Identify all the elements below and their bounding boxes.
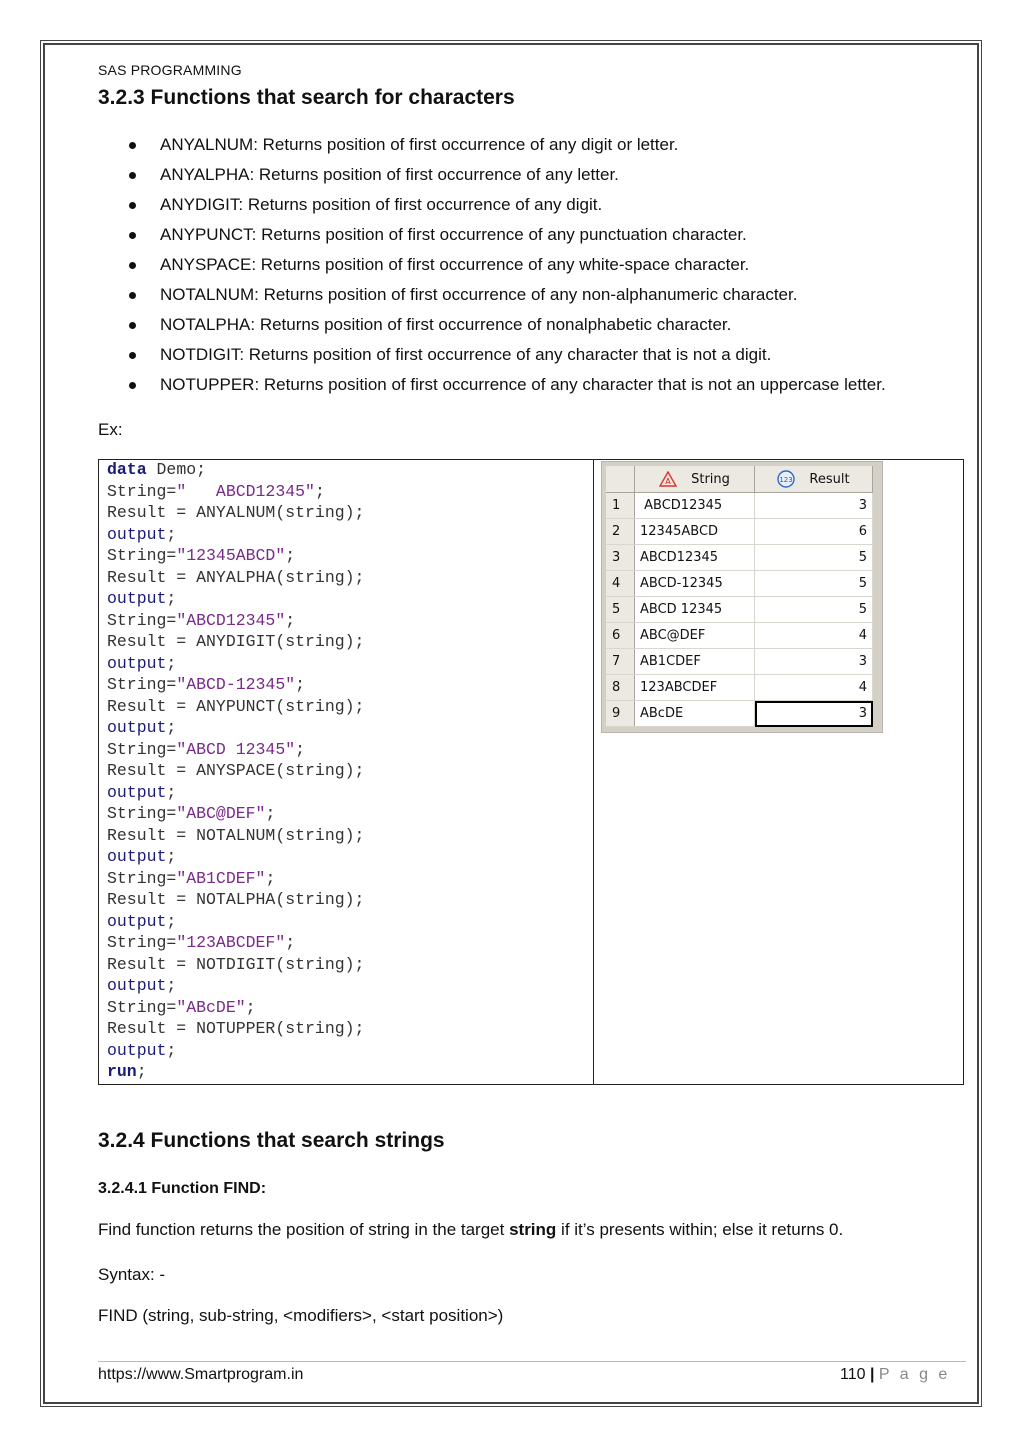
- page-number: 110: [840, 1366, 866, 1383]
- code-keyword-output: output: [107, 718, 167, 737]
- code-keyword-data: data: [107, 460, 147, 479]
- code-string-literal: " ABCD12345": [176, 481, 315, 501]
- code-string-literal: "ABcDE": [176, 997, 246, 1017]
- code-keyword-output: output: [107, 782, 167, 802]
- find-desc-part1: Find function returns the position of string in the target: [98, 1220, 510, 1239]
- sas-code-block: [107, 459, 364, 1083]
- code-assign: String=: [107, 675, 177, 694]
- result-cell[interactable]: 3: [755, 649, 873, 675]
- footer-rule: [98, 1361, 966, 1362]
- result-cell[interactable]: 3: [755, 493, 873, 519]
- column-header-string[interactable]: [635, 466, 755, 493]
- syntax-label: Syntax: -: [98, 1265, 166, 1284]
- table-row[interactable]: [606, 597, 873, 623]
- row-number-cell[interactable]: 8: [606, 675, 635, 701]
- code-assign: String=: [107, 868, 177, 888]
- string-cell[interactable]: ABCD-12345: [635, 571, 755, 597]
- code-result-line: Result = NOTALNUM(string);: [107, 825, 365, 845]
- code-keyword-output: output: [107, 1040, 167, 1060]
- table-row[interactable]: [606, 701, 873, 727]
- row-number-cell[interactable]: 7: [606, 649, 635, 675]
- code-string-literal: "ABCD12345": [176, 610, 286, 630]
- list-item: NOTALPHA: Returns position of first occurrence of nonalphabetic character.: [124, 312, 886, 342]
- code-semicolon: ;: [285, 933, 296, 952]
- page-separator: |: [869, 1366, 875, 1383]
- table-row[interactable]: [606, 545, 873, 571]
- svg-text:A: A: [665, 477, 671, 486]
- result-table-panel: [601, 461, 883, 733]
- code-string-literal: "123ABCDEF": [176, 933, 286, 952]
- syntax-text: FIND (string, sub-string, <modifiers>, <start position>): [98, 1306, 504, 1325]
- row-number-header: [606, 466, 635, 493]
- code-result-line: Result = NOTUPPER(string);: [107, 1019, 365, 1038]
- row-number-cell[interactable]: 9: [606, 701, 635, 727]
- code-assign: String=: [107, 804, 177, 823]
- list-item: NOTALNUM: Returns position of first occurrence of any non-alphanumeric character.: [124, 282, 886, 312]
- string-cell[interactable]: ABCD 12345: [635, 597, 755, 623]
- numeric-column-icon: [777, 470, 795, 488]
- code-assign: String=: [107, 997, 177, 1017]
- code-result-line: Result = NOTDIGIT(string);: [107, 954, 365, 974]
- code-semicolon: ;: [166, 718, 177, 737]
- code-string-literal: "12345ABCD": [176, 546, 286, 565]
- result-cell[interactable]: 4: [755, 623, 873, 649]
- code-result-line: Result = ANYALPHA(string);: [107, 567, 365, 587]
- code-semicolon: ;: [166, 653, 177, 673]
- code-assign: String=: [107, 546, 177, 565]
- string-cell[interactable]: ABCD12345: [635, 493, 755, 519]
- code-semicolon: ;: [265, 868, 276, 888]
- column-header-string-label: String: [691, 471, 730, 487]
- code-string-literal: "ABCD 12345": [176, 739, 296, 759]
- footer-url[interactable]: https://www.Smartprogram.in: [98, 1366, 304, 1383]
- string-cell[interactable]: 123ABCDEF: [635, 675, 755, 701]
- code-keyword-output: output: [107, 524, 167, 544]
- table-row[interactable]: [606, 649, 873, 675]
- character-column-icon: [659, 471, 677, 487]
- code-semicolon: ;: [265, 804, 276, 823]
- list-item: NOTDIGIT: Returns position of first occurrence of any character that is not a digit.: [124, 342, 886, 372]
- table-row[interactable]: [606, 571, 873, 597]
- result-cell[interactable]: 5: [755, 571, 873, 597]
- page-word: P a g e: [878, 1366, 951, 1383]
- code-result-line: Result = ANYPUNCT(string);: [107, 696, 365, 716]
- section-title-324: 3.2.4 Functions that search strings: [98, 1129, 445, 1152]
- footer-page-number: [840, 1366, 950, 1384]
- string-cell[interactable]: ABC@DEF: [635, 623, 755, 649]
- string-cell[interactable]: 12345ABCD: [635, 519, 755, 545]
- code-semicolon: ;: [166, 847, 177, 866]
- table-row[interactable]: [606, 519, 873, 545]
- find-desc-bold: string: [509, 1220, 557, 1239]
- find-description: [98, 1220, 843, 1240]
- list-item: ANYDIGIT: Returns position of first occurrence of any digit.: [124, 192, 886, 222]
- string-cell[interactable]: ABCD12345: [635, 545, 755, 571]
- result-cell[interactable]: 6: [755, 519, 873, 545]
- list-item: NOTUPPER: Returns position of first occurrence of any character that is not an uppercase letter.: [124, 372, 886, 402]
- code-semicolon: ;: [314, 481, 325, 501]
- code-semicolon: ;: [166, 1040, 177, 1060]
- result-cell[interactable]: 3: [755, 701, 873, 727]
- code-assign: String=: [107, 933, 177, 952]
- code-semicolon: ;: [295, 739, 306, 759]
- table-row[interactable]: [606, 623, 873, 649]
- code-result-line: Result = NOTALPHA(string);: [107, 890, 365, 909]
- code-keyword-output: output: [107, 589, 167, 608]
- code-result-line: Result = ANYDIGIT(string);: [107, 632, 365, 651]
- column-header-result[interactable]: [755, 466, 873, 493]
- code-assign: String=: [107, 481, 177, 501]
- row-number-cell[interactable]: 1: [606, 493, 635, 519]
- code-semicolon: ;: [166, 589, 177, 608]
- code-semicolon: ;: [166, 782, 177, 802]
- section-title-323: 3.2.3 Functions that search for characters: [98, 86, 515, 109]
- code-keyword-output: output: [107, 653, 167, 673]
- code-result-line: Result = ANYALNUM(string);: [107, 503, 365, 522]
- table-header-row: [606, 466, 873, 493]
- table-body: [606, 493, 873, 727]
- code-string-literal: "ABCD-12345": [176, 675, 296, 694]
- result-cell[interactable]: 5: [755, 597, 873, 623]
- code-semicolon: ;: [166, 911, 177, 931]
- code-semicolon: ;: [295, 675, 306, 694]
- row-number-cell[interactable]: 4: [606, 571, 635, 597]
- example-label: Ex:: [98, 420, 123, 439]
- column-header-result-label: Result: [809, 471, 850, 487]
- string-cell[interactable]: ABcDE: [635, 701, 755, 727]
- code-result-line: Result = ANYSPACE(string);: [107, 761, 365, 780]
- code-keyword-run: run: [107, 1062, 137, 1081]
- svg-text:123: 123: [779, 476, 794, 484]
- list-item: ANYPUNCT: Returns position of first occurrence of any punctuation character.: [124, 222, 886, 252]
- row-number-cell[interactable]: 6: [606, 623, 635, 649]
- code-string-literal: "ABC@DEF": [176, 804, 266, 823]
- subsection-title-find: 3.2.4.1 Function FIND:: [98, 1180, 267, 1197]
- code-semicolon: ;: [285, 610, 296, 630]
- table-row[interactable]: [606, 675, 873, 701]
- code-keyword-output: output: [107, 911, 167, 931]
- example-divider: [593, 459, 594, 1085]
- code-assign: String=: [107, 610, 177, 630]
- list-item: ANYALPHA: Returns position of first occurrence of any letter.: [124, 162, 886, 192]
- list-item: ANYALNUM: Returns position of first occurrence of any digit or letter.: [124, 132, 886, 162]
- code-semicolon: ;: [136, 1062, 147, 1081]
- list-item: ANYSPACE: Returns position of first occurrence of any white-space character.: [124, 252, 886, 282]
- code-semicolon: ;: [285, 546, 296, 565]
- table-row[interactable]: [606, 493, 873, 519]
- result-cell[interactable]: 4: [755, 675, 873, 701]
- code-string-literal: "AB1CDEF": [176, 868, 266, 888]
- string-cell[interactable]: AB1CDEF: [635, 649, 755, 675]
- code-keyword-output: output: [107, 847, 167, 866]
- code-semicolon: ;: [166, 976, 177, 995]
- code-semicolon: ;: [245, 997, 256, 1017]
- row-number-cell[interactable]: 3: [606, 545, 635, 571]
- code-keyword-output: output: [107, 976, 167, 995]
- code-assign: String=: [107, 739, 177, 759]
- function-list: [124, 132, 886, 402]
- result-table: [606, 466, 873, 727]
- running-header: SAS PROGRAMMING: [98, 62, 242, 78]
- code-dataset-name: Demo;: [156, 460, 207, 479]
- row-number-cell[interactable]: 2: [606, 519, 635, 545]
- code-semicolon: ;: [166, 524, 177, 544]
- result-cell[interactable]: 5: [755, 545, 873, 571]
- row-number-cell[interactable]: 5: [606, 597, 635, 623]
- find-desc-part2: if it’s presents within; else it returns 0.: [556, 1220, 844, 1239]
